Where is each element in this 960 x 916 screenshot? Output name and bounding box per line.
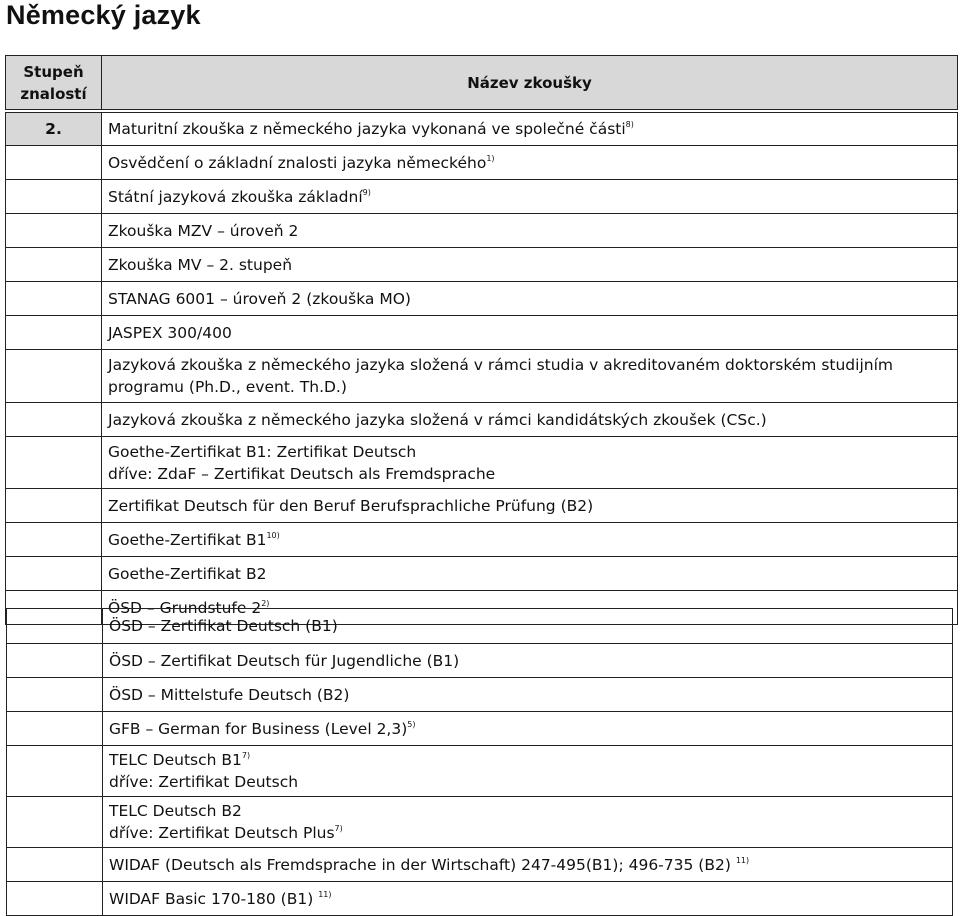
exam-name-text: Goethe-Zertifikat B1: Zertifikat Deutsch [108, 442, 417, 461]
table-row [6, 523, 958, 557]
table-row [6, 214, 958, 248]
table-row [7, 712, 953, 746]
exam-name [108, 118, 957, 140]
table-row [7, 848, 953, 882]
exam-name-text: ÖSD – Mittelstufe Deutsch (B2) [109, 685, 350, 704]
table-row [6, 437, 958, 489]
footnote-ref: 8) [625, 120, 634, 129]
exam-name-text: Zkouška MZV – úroveň 2 [108, 221, 299, 240]
table-row [6, 316, 958, 350]
level-cell [7, 882, 103, 916]
table-row [6, 489, 958, 523]
table-row [6, 403, 958, 437]
exam-name [108, 354, 957, 376]
exam-name [108, 376, 957, 398]
level-cell [7, 609, 103, 644]
exam-name-text: Jazyková zkouška z německého jazyka složená v rámci kandidátských zkoušek (CSc.) [108, 410, 767, 429]
level-cell [7, 678, 103, 712]
exam-name-text: dříve: Zertifikat Deutsch [109, 773, 299, 791]
exam-name [108, 288, 957, 310]
exam-name-cell [103, 644, 953, 678]
table-row [6, 282, 958, 316]
exam-table [5, 55, 958, 625]
page-title: Německý jazyk [6, 0, 201, 30]
table-row [7, 882, 953, 916]
table-row [7, 678, 953, 712]
table-row [6, 113, 958, 146]
header-level [6, 56, 102, 110]
footnote-ref: 5) [407, 719, 416, 729]
header-exam-name: Název zkoušky [102, 56, 958, 110]
level-cell [6, 146, 102, 180]
exam-table-continued-body [7, 609, 953, 916]
exam-name-cell [102, 316, 958, 350]
exam-name-cell [103, 746, 953, 797]
exam-name-cell [102, 113, 958, 146]
exam-name-text: Zkouška MV – 2. stupeň [108, 255, 293, 274]
exam-name [109, 615, 952, 637]
level-cell [6, 316, 102, 350]
exam-name-text: TELC Deutsch B1 [109, 751, 242, 769]
level-cell [6, 350, 102, 403]
footnote-ref: 7) [334, 824, 343, 833]
table-row [6, 146, 958, 180]
level-cell [6, 180, 102, 214]
exam-name [108, 463, 957, 485]
exam-name-text: Goethe-Zertifikat B2 [108, 564, 267, 583]
level-cell [7, 848, 103, 882]
exam-name-cell [102, 557, 958, 591]
exam-name [108, 254, 957, 276]
table-row [6, 180, 958, 214]
exam-name-cell [102, 350, 958, 403]
footnote-ref: 7) [241, 751, 251, 760]
exam-name-text: Maturitní zkouška z německého jazyka vykonaná ve společné části [108, 120, 626, 138]
exam-name-text: JASPEX 300/400 [108, 323, 232, 342]
exam-name-cell [102, 403, 958, 437]
exam-name-cell [102, 180, 958, 214]
table-row [6, 248, 958, 282]
exam-name [109, 822, 952, 844]
exam-name-text: WIDAF Basic 170-180 (B1) [109, 889, 319, 908]
exam-name [109, 684, 952, 706]
footnote-ref: 1) [486, 153, 495, 163]
exam-name-text: WIDAF (Deutsch als Fremdsprache in der Wirtschaft) 247-495(B1); 496-735 (B2) [109, 855, 736, 874]
level-cell [6, 282, 102, 316]
table-row [7, 609, 953, 644]
exam-name [108, 186, 957, 208]
exam-name-text: Osvědčení o základní znalosti jazyka německého [108, 153, 487, 172]
exam-name-cell [102, 282, 958, 316]
exam-name-text: TELC Deutsch B2 [109, 802, 242, 820]
exam-name [109, 771, 952, 793]
level-cell: 2. [6, 113, 102, 146]
exam-name [108, 322, 957, 344]
exam-name-cell [103, 797, 953, 848]
level-cell [6, 489, 102, 523]
exam-name [109, 749, 952, 771]
exam-name-text: ÖSD – Zertifikat Deutsch (B1) [109, 617, 338, 635]
footnote-ref: 9) [362, 187, 371, 197]
exam-name-cell [103, 848, 953, 882]
exam-name [108, 409, 957, 431]
table-row [7, 644, 953, 678]
level-cell [6, 403, 102, 437]
exam-name [108, 441, 957, 463]
footnote-ref: 11) [318, 889, 332, 899]
table-row [6, 557, 958, 591]
footnote-ref: 11) [735, 855, 750, 865]
exam-name-cell [102, 489, 958, 523]
exam-name [109, 718, 952, 740]
exam-name [108, 220, 957, 242]
table-row [7, 746, 953, 797]
exam-name-text: STANAG 6001 – úroveň 2 (zkouška MO) [108, 289, 411, 308]
exam-name-cell [102, 146, 958, 180]
exam-name-text: dříve: Zertifikat Deutsch Plus [109, 824, 335, 842]
exam-name-cell [103, 712, 953, 746]
exam-name-text: Goethe-Zertifikat B1 [108, 530, 267, 549]
exam-name [109, 888, 952, 910]
exam-name-text: dříve: ZdaF – Zertifikat Deutsch als Fremdsprache [108, 464, 496, 483]
exam-table-continued [6, 608, 953, 916]
exam-name-text: Zertifikat Deutsch für den Beruf Berufsprachliche Prüfung (B2) [108, 496, 594, 515]
exam-name [108, 152, 957, 174]
level-cell [7, 712, 103, 746]
exam-name [108, 495, 957, 517]
table-row [6, 350, 958, 403]
exam-name-cell [103, 609, 953, 644]
header-level-line2: znalostí [20, 84, 87, 103]
exam-name-cell [102, 523, 958, 557]
header-level-line1: Stupeň [23, 62, 84, 81]
exam-name [108, 529, 957, 551]
level-cell [7, 797, 103, 848]
exam-table-body [6, 56, 958, 625]
footnote-ref: 10) [266, 530, 280, 540]
exam-name-cell [103, 678, 953, 712]
footnote-ref: 2) [261, 598, 270, 608]
exam-name-text: ÖSD – Zertifikat Deutsch für Jugendliche (B1) [109, 651, 460, 670]
level-cell [6, 214, 102, 248]
exam-name-text: Jazyková zkouška z německého jazyka složená v rámci studia v akreditovaném doktorském studijním [108, 356, 893, 374]
table-header-row [6, 56, 958, 110]
exam-name-cell [103, 882, 953, 916]
exam-name [108, 563, 957, 585]
exam-name [109, 800, 952, 822]
exam-name [109, 650, 952, 672]
exam-name [109, 854, 952, 876]
exam-name-text: GFB – German for Business (Level 2,3) [109, 719, 408, 738]
table-row [7, 797, 953, 848]
exam-name-cell [102, 214, 958, 248]
exam-name-cell [102, 248, 958, 282]
level-cell [7, 746, 103, 797]
level-cell [6, 557, 102, 591]
exam-name-cell [102, 437, 958, 489]
exam-name-text: Státní jazyková zkouška základní [108, 187, 363, 206]
level-cell [6, 248, 102, 282]
level-cell [7, 644, 103, 678]
exam-name-text: programu (Ph.D., event. Th.D.) [108, 378, 347, 396]
level-cell [6, 523, 102, 557]
exam-name-text: ÖSD – Grundstufe 2 [108, 598, 262, 617]
level-cell [6, 437, 102, 489]
